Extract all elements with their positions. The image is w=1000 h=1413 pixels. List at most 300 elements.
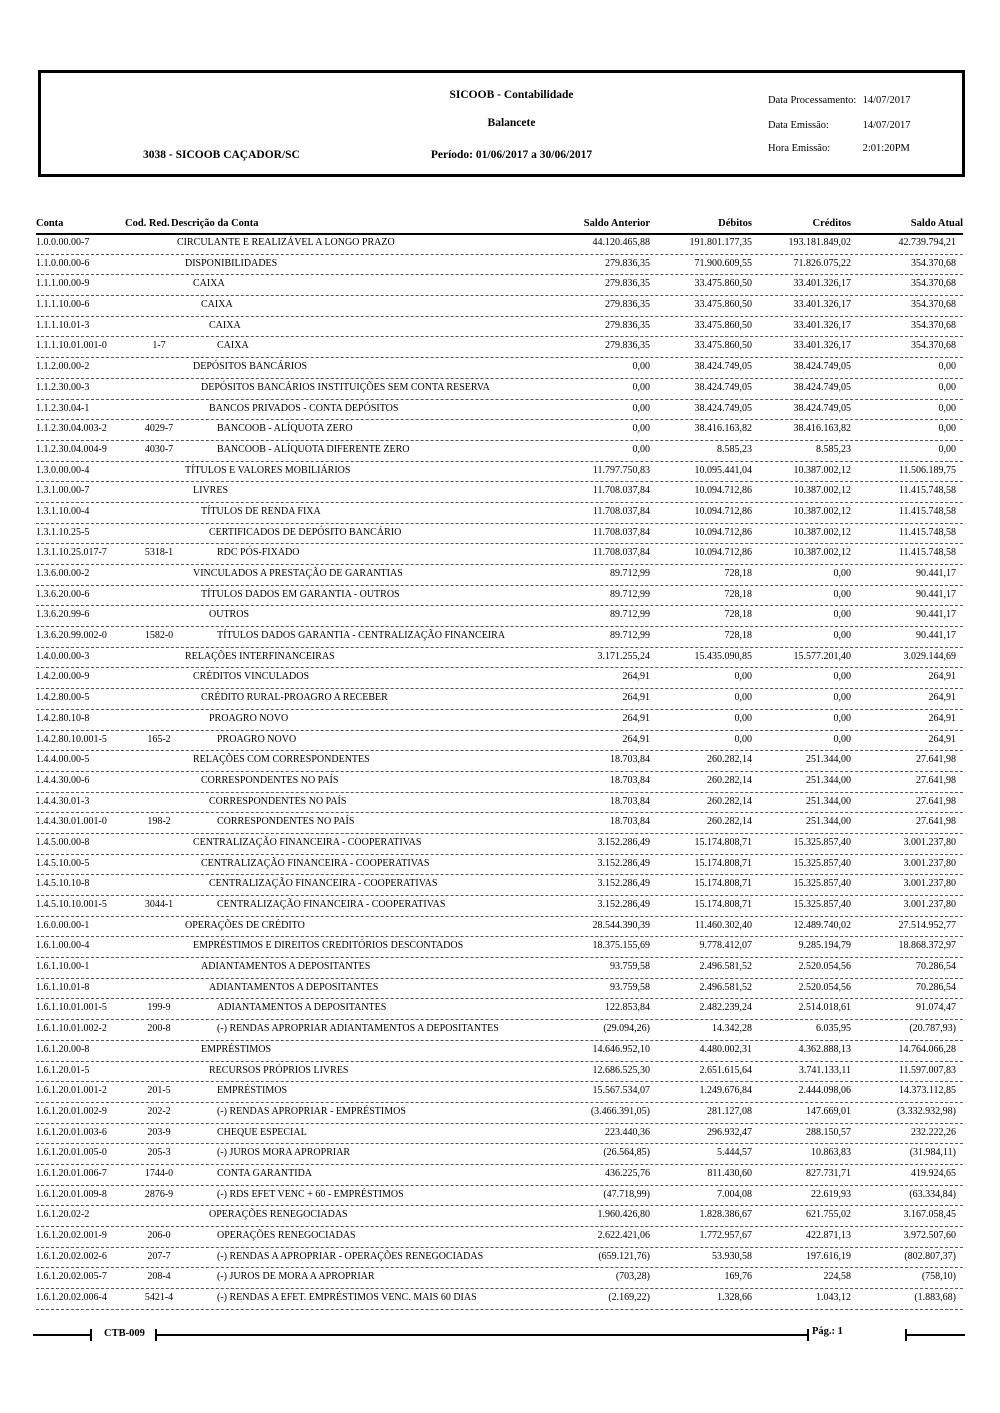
cell-debitos: 260.282,14 [707,795,752,807]
cell-cod-red: 1744-0 [144,1167,174,1179]
cell-saldo-atual: 0,00 [938,381,956,393]
cell-conta: 1.1.2.00.00-2 [36,361,90,373]
cell-conta: 1.6.1.20.01.009-8 [36,1188,107,1200]
cell-debitos: 2.482.239,24 [699,1002,752,1014]
cell-saldo-anterior: 11.708.037,84 [592,485,650,497]
meta-hora-emissao [768,143,910,154]
cell-conta: 1.1.1.10.00-6 [36,299,90,311]
cell-creditos: 71.826.075,22 [793,257,851,269]
cell-debitos: 1.328,66 [717,1292,752,1304]
cell-conta: 1.1.2.30.04-1 [36,402,90,414]
cell-conta: 1.4.4.00.00-5 [36,754,90,766]
column-header-descricao: Descrição da Conta [171,218,259,229]
cell-debitos: 5.444,57 [717,1147,752,1159]
cell-saldo-anterior: 279.836,35 [605,319,650,331]
cell-debitos: 0,00 [734,671,752,683]
table-row [36,979,963,1000]
cell-creditos: 2.514.018,61 [798,1002,851,1014]
cell-saldo-atual: 11.415.748,58 [898,485,956,497]
cell-cod-red: 207-7 [147,1250,171,1262]
cell-saldo-anterior: 279.836,35 [605,278,650,290]
cell-creditos: 197.616,19 [806,1250,851,1262]
cell-creditos: 9.285.194,79 [798,940,851,952]
cell-conta: 1.6.1.10.01.001-5 [36,1002,107,1014]
cell-saldo-anterior: 89.712,99 [610,630,650,642]
table-row [36,317,963,338]
cell-debitos: 15.174.808,71 [694,857,752,869]
cell-saldo-anterior: 0,00 [632,381,650,393]
footer-doc-code: CTB-009 [104,1328,145,1339]
table-row [36,255,963,276]
cell-saldo-atual: 354.370,68 [911,257,956,269]
cell-debitos: 1.772.957,67 [699,1230,752,1241]
table-row [36,1082,963,1103]
table-row [36,379,963,400]
cell-conta: 1.4.4.30.01-3 [36,795,90,807]
cell-saldo-atual: 70.286,54 [916,981,956,993]
cell-descricao: BANCOOB - ALÍQUOTA DIFERENTE ZERO [217,443,410,455]
footer-tick [90,1329,92,1341]
cell-saldo-anterior: 264,91 [622,733,650,745]
cell-descricao: CENTRALIZAÇÃO FINANCEIRA - COOPERATIVAS [209,878,438,890]
cell-descricao: (-) RDS EFET VENC + 60 - EMPRÉSTIMOS [217,1188,404,1200]
cell-descricao: CENTRALIZAÇÃO FINANCEIRA - COOPERATIVAS [201,857,430,869]
cell-descricao: ADIANTAMENTOS A DEPOSITANTES [217,1002,387,1014]
cell-saldo-anterior: 0,00 [632,361,650,373]
cell-saldo-atual: 354.370,68 [911,278,956,290]
cell-descricao: OPERAÇÕES RENEGOCIADAS [209,1209,348,1221]
table-row [36,462,963,483]
cell-saldo-anterior: 264,91 [622,692,650,704]
table-row [36,627,963,648]
table-row [36,937,963,958]
cell-descricao: BANCOOB - ALÍQUOTA ZERO [217,423,353,435]
cell-conta: 1.3.1.10.00-4 [36,505,90,517]
cell-creditos: 251.344,00 [806,774,851,786]
table-row [36,772,963,793]
cell-saldo-anterior: 89.712,99 [610,568,650,579]
cell-descricao: TÍTULOS DE RENDA FIXA [201,505,321,517]
cell-saldo-atual: 42.739.794,21 [898,237,956,248]
cell-saldo-atual: 354.370,68 [911,319,956,331]
cell-saldo-atual: 27.514.952,77 [898,919,956,931]
cell-descricao: CRÉDITO RURAL-PROAGRO A RECEBER [201,692,388,704]
cell-creditos: 0,00 [833,630,851,642]
cell-debitos: 296.932,47 [707,1126,752,1138]
cell-conta: 1.1.2.30.04.003-2 [36,423,107,435]
cell-saldo-atual: 0,00 [938,402,956,414]
meta-value: 14/07/2017 [862,95,911,106]
cell-creditos: 12.489.740,02 [793,919,851,931]
cell-saldo-atual: 264,91 [928,712,956,724]
cell-saldo-anterior: (29.094,26) [603,1023,650,1035]
cell-creditos: 288.150,57 [806,1126,851,1138]
cell-creditos: 15.325.857,40 [793,878,851,890]
cell-descricao: ADIANTAMENTOS A DEPOSITANTES [201,961,371,973]
cell-saldo-atual: 3.167.058,45 [903,1209,956,1221]
table-row [36,1227,963,1248]
cell-debitos: 7.004,08 [717,1188,752,1200]
cell-debitos: 0,00 [734,692,752,704]
cell-debitos: 10.094.712,86 [694,547,752,559]
cell-creditos: 2.520.054,56 [798,961,851,973]
cell-saldo-anterior: (3.466.391,05) [590,1105,650,1117]
table-row [36,1144,963,1165]
cell-saldo-atual: 27.641,98 [916,816,956,828]
cell-creditos: 0,00 [833,568,851,579]
cell-saldo-anterior: 122.853,84 [605,1002,650,1014]
cell-saldo-anterior: 223.440,36 [605,1126,650,1138]
cell-descricao: CAIXA [209,319,241,331]
table-row [36,1124,963,1145]
cell-cod-red: 205-3 [147,1147,171,1159]
cell-debitos: 33.475.860,50 [694,340,752,352]
cell-cod-red: 206-0 [147,1230,171,1241]
cell-conta: 1.6.1.20.02.001-9 [36,1230,107,1241]
table-row [36,751,963,772]
cell-debitos: 14.342,28 [712,1023,752,1035]
cell-saldo-anterior: 2.622.421,06 [597,1230,650,1241]
cell-conta: 1.6.1.20.02-2 [36,1209,90,1221]
cell-debitos: 15.174.808,71 [694,836,752,848]
report-title: SICOOB - Contabilidade [449,89,574,101]
table-row [36,296,963,317]
cell-saldo-anterior: 279.836,35 [605,257,650,269]
cell-conta: 1.6.1.00.00-4 [36,940,90,952]
cell-creditos: 251.344,00 [806,795,851,807]
cell-debitos: 1.828.386,67 [699,1209,752,1221]
table-row [36,855,963,876]
cell-cod-red: 1582-0 [144,630,174,642]
cell-creditos: 15.325.857,40 [793,836,851,848]
cell-saldo-anterior: 44.120.465,88 [592,237,650,248]
cell-conta: 1.6.1.20.01.002-9 [36,1105,107,1117]
cell-conta: 1.6.1.20.02.005-7 [36,1271,107,1283]
cell-conta: 1.3.6.00.00-2 [36,568,90,579]
cell-saldo-anterior: 3.152.286,49 [597,899,650,910]
cell-debitos: 10.095.441,04 [694,464,752,476]
cell-descricao: (-) JUROS MORA APROPRIAR [217,1147,351,1159]
cell-saldo-atual: 90.441,17 [916,630,956,642]
cell-saldo-anterior: 11.708.037,84 [592,547,650,559]
cell-saldo-anterior: 18.703,84 [610,816,650,828]
cell-conta: 1.3.0.00.00-4 [36,464,90,476]
cell-saldo-anterior: 264,91 [622,712,650,724]
cell-cod-red: 5318-1 [144,547,174,559]
cell-creditos: 0,00 [833,733,851,745]
cell-descricao: (-) RENDAS A EFET. EMPRÉSTIMOS VENC. MAIS 60 DIAS [217,1292,477,1304]
cell-creditos: 15.577.201,40 [793,650,851,662]
meta-data-processamento [768,95,910,106]
cell-saldo-atual: 90.441,17 [916,568,956,579]
cell-creditos: 0,00 [833,588,851,600]
cell-cod-red: 5421-4 [144,1292,174,1304]
cell-creditos: 38.424.749,05 [793,381,851,393]
cell-conta: 1.6.1.20.02.006-4 [36,1292,107,1304]
footer-rule-center [157,1334,807,1336]
cell-saldo-anterior: 3.152.286,49 [597,878,650,890]
footer-tick [807,1329,809,1341]
cell-creditos: 251.344,00 [806,816,851,828]
cell-descricao: OUTROS [209,609,250,621]
cell-cod-red: 1-7 [152,340,166,352]
cell-creditos: 38.424.749,05 [793,361,851,373]
table-row [36,275,963,296]
cell-descricao: CHEQUE ESPECIAL [217,1126,307,1138]
entity-name: 3038 - SICOOB CAÇADOR/SC [143,149,300,161]
cell-descricao: CAIXA [201,299,233,311]
table-row [36,793,963,814]
column-header-conta: Conta [36,218,64,229]
cell-saldo-anterior: (47.718,99) [603,1188,650,1200]
cell-cod-red: 3044-1 [144,899,174,910]
cell-descricao: BANCOS PRIVADOS - CONTA DEPÓSITOS [209,402,399,414]
cell-saldo-atual: 3.001.237,80 [903,836,956,848]
cell-saldo-atual: 18.868.372,97 [898,940,956,952]
cell-creditos: 10.387.002,12 [793,464,851,476]
cell-creditos: 251.344,00 [806,754,851,766]
cell-descricao: CORRESPONDENTES NO PAÍS [201,774,339,786]
cell-conta: 1.6.1.20.01.005-0 [36,1147,107,1159]
meta-label: Data Emissão: [768,120,829,131]
cell-saldo-atual: 3.001.237,80 [903,878,956,890]
cell-creditos: 621.755,02 [806,1209,851,1221]
table-row [36,668,963,689]
cell-creditos: 6.035,95 [816,1023,851,1035]
column-header-cod-red: Cod. Red. [125,218,170,229]
table-row [36,441,963,462]
cell-saldo-atual: 0,00 [938,443,956,455]
table-row [36,1289,963,1310]
cell-descricao: CRÉDITOS VINCULADOS [193,671,310,683]
cell-saldo-anterior: 89.712,99 [610,609,650,621]
cell-saldo-atual: 3.029.144,69 [903,650,956,662]
cell-conta: 1.3.6.20.00-6 [36,588,90,600]
cell-creditos: 10.387.002,12 [793,526,851,538]
column-header-debitos: Débitos [718,218,752,229]
cell-conta: 1.6.1.20.01.006-7 [36,1167,107,1179]
cell-saldo-atual: 90.441,17 [916,588,956,600]
cell-saldo-atual: 14.764.066,28 [898,1043,956,1055]
cell-creditos: 8.585,23 [816,443,851,455]
cell-creditos: 33.401.326,17 [793,340,851,352]
meta-value: 2:01:20PM [862,143,910,154]
cell-saldo-anterior: 1.960.426,80 [597,1209,650,1221]
cell-debitos: 38.424.749,05 [694,402,752,414]
meta-value: 14/07/2017 [862,120,911,131]
cell-saldo-anterior: (2.169,22) [608,1292,650,1304]
cell-saldo-atual: 0,00 [938,361,956,373]
cell-descricao: TÍTULOS DADOS GARANTIA - CENTRALIZAÇÃO FINANCEIRA [217,630,506,642]
cell-descricao: PROAGRO NOVO [217,733,297,745]
cell-descricao: ADIANTAMENTOS A DEPOSITANTES [209,981,379,993]
cell-creditos: 33.401.326,17 [793,278,851,290]
cell-debitos: 10.094.712,86 [694,526,752,538]
cell-descricao: CENTRALIZAÇÃO FINANCEIRA - COOPERATIVAS [217,899,446,910]
cell-descricao: CAIXA [193,278,225,290]
cell-conta: 1.4.4.30.00-6 [36,774,90,786]
cell-descricao: (-) RENDAS APROPRIAR - EMPRÉSTIMOS [217,1105,406,1117]
cell-conta: 1.4.5.10.00-5 [36,857,90,869]
cell-creditos: 38.416.163,82 [793,423,851,435]
cell-saldo-anterior: 0,00 [632,402,650,414]
cell-conta: 1.6.1.20.01.003-6 [36,1126,107,1138]
cell-saldo-atual: 70.286,54 [916,961,956,973]
cell-debitos: 10.094.712,86 [694,485,752,497]
cell-descricao: CAIXA [217,340,249,352]
table-row [36,689,963,710]
cell-conta: 1.1.1.10.01.001-0 [36,340,107,352]
cell-saldo-atual: 0,00 [938,423,956,435]
cell-saldo-anterior: 93.759,58 [610,961,650,973]
cell-saldo-anterior: 3.152.286,49 [597,857,650,869]
cell-saldo-anterior: (703,28) [615,1271,650,1283]
cell-conta: 1.3.1.00.00-7 [36,485,90,497]
cell-saldo-anterior: 11.708.037,84 [592,526,650,538]
cell-debitos: 9.778.412,07 [699,940,752,952]
cell-conta: 1.4.4.30.01.001-0 [36,816,107,828]
cell-creditos: 0,00 [833,712,851,724]
table-body [36,234,963,1310]
cell-conta: 1.3.6.20.99-6 [36,609,90,621]
cell-conta: 1.6.0.00.00-1 [36,919,90,931]
cell-creditos: 33.401.326,17 [793,299,851,311]
cell-conta: 1.3.6.20.99.002-0 [36,630,107,642]
cell-saldo-anterior: 18.375.155,69 [592,940,650,952]
cell-saldo-anterior: 279.836,35 [605,299,650,311]
cell-debitos: 33.475.860,50 [694,319,752,331]
table-row [36,420,963,441]
table-row [36,337,963,358]
cell-debitos: 38.424.749,05 [694,381,752,393]
cell-saldo-atual: 11.415.748,58 [898,505,956,517]
cell-creditos: 422.871,13 [806,1230,851,1241]
cell-cod-red: 2876-9 [144,1188,174,1200]
cell-descricao: EMPRÉSTIMOS [201,1043,272,1055]
cell-debitos: 1.249.676,84 [699,1085,752,1097]
table-row [36,958,963,979]
table-row [36,1020,963,1041]
meta-data-emissao [768,120,910,131]
table-row [36,544,963,565]
cell-creditos: 22.619,93 [811,1188,851,1200]
footer-rule-left [33,1334,90,1336]
cell-saldo-atual: 11.506.189,75 [898,464,956,476]
cell-conta: 1.4.2.00.00-9 [36,671,90,683]
cell-creditos: 224,58 [823,1271,851,1283]
cell-descricao: DISPONIBILIDADES [185,257,278,269]
cell-debitos: 2.496.581,52 [699,961,752,973]
cell-conta: 1.3.1.10.25-5 [36,526,90,538]
cell-saldo-anterior: 18.703,84 [610,795,650,807]
cell-creditos: 3.741.133,11 [798,1064,851,1076]
cell-saldo-anterior: 18.703,84 [610,754,650,766]
cell-debitos: 0,00 [734,712,752,724]
cell-debitos: 38.424.749,05 [694,361,752,373]
cell-saldo-anterior: 279.836,35 [605,340,650,352]
cell-debitos: 260.282,14 [707,754,752,766]
cell-cod-red: 200-8 [147,1023,171,1035]
cell-debitos: 4.480.002,31 [699,1043,752,1055]
cell-saldo-atual: (63.334,84) [909,1188,956,1200]
table-row [36,896,963,917]
cell-saldo-atual: 27.641,98 [916,754,956,766]
cell-saldo-atual: (20.787,93) [909,1023,956,1035]
cell-debitos: 728,18 [724,568,752,579]
cell-debitos: 2.496.581,52 [699,981,752,993]
footer-rule-right [907,1334,965,1336]
cell-saldo-atual: 27.641,98 [916,774,956,786]
cell-creditos: 15.325.857,40 [793,857,851,869]
cell-conta: 1.4.0.00.00-3 [36,650,90,662]
cell-saldo-anterior: 11.708.037,84 [592,505,650,517]
cell-conta: 1.6.1.20.01.001-2 [36,1085,107,1097]
cell-conta: 1.4.5.10.10-8 [36,878,90,890]
cell-cod-red: 198-2 [147,816,171,828]
cell-descricao: VINCULADOS A PRESTAÇÃO DE GARANTIAS [193,568,403,579]
cell-cod-red: 203-9 [147,1126,171,1138]
cell-descricao: OPERAÇÕES RENEGOCIADAS [217,1230,356,1241]
cell-debitos: 260.282,14 [707,774,752,786]
cell-saldo-atual: (758,10) [921,1271,956,1283]
cell-descricao: (-) RENDAS APROPRIAR ADIANTAMENTOS A DEPOSITANTES [217,1023,499,1035]
cell-descricao: EMPRÉSTIMOS [217,1085,288,1097]
report-subtitle: Balancete [487,117,536,129]
table-row [36,524,963,545]
cell-saldo-anterior: 12.686.525,30 [592,1064,650,1076]
cell-conta: 1.1.0.00.00-6 [36,257,90,269]
table-row [36,917,963,938]
cell-descricao: RELAÇÕES COM CORRESPONDENTES [193,754,370,766]
cell-descricao: RECURSOS PRÓPRIOS LIVRES [209,1064,349,1076]
cell-debitos: 169,76 [724,1271,752,1283]
cell-creditos: 15.325.857,40 [793,899,851,910]
cell-saldo-atual: 91.074,47 [916,1002,956,1014]
cell-saldo-anterior: (26.564,85) [603,1147,650,1159]
cell-debitos: 811.430,60 [707,1167,752,1179]
cell-conta: 1.3.1.10.25.017-7 [36,547,107,559]
cell-saldo-atual: 3.001.237,80 [903,899,956,910]
cell-debitos: 71.900.609,55 [694,257,752,269]
table-row [36,234,963,255]
cell-saldo-atual: 27.641,98 [916,795,956,807]
cell-debitos: 38.416.163,82 [694,423,752,435]
cell-creditos: 2.520.054,56 [798,981,851,993]
cell-descricao: DEPÓSITOS BANCÁRIOS INSTITUIÇÕES SEM CONTA RESERVA [201,381,490,393]
cell-descricao: PROAGRO NOVO [209,712,289,724]
table-row [36,1248,963,1269]
cell-saldo-atual: (1.883,68) [914,1292,956,1304]
cell-creditos: 147.669,01 [806,1105,851,1117]
cell-conta: 1.1.2.30.04.004-9 [36,443,107,455]
cell-descricao: OPERAÇÕES DE CRÉDITO [185,919,305,931]
table-row [36,1165,963,1186]
cell-debitos: 8.585,23 [717,443,752,455]
table-row [36,710,963,731]
table-row [36,1186,963,1207]
cell-debitos: 2.651.615,64 [699,1064,752,1076]
cell-saldo-anterior: 0,00 [632,443,650,455]
cell-debitos: 15.435.090,85 [694,650,752,662]
cell-debitos: 11.460.302,40 [694,919,752,931]
cell-creditos: 4.362.888,13 [798,1043,851,1055]
table-row [36,400,963,421]
table-row [36,999,963,1020]
cell-descricao: LIVRES [193,485,228,497]
cell-saldo-atual: 3.972.507,60 [903,1230,956,1241]
cell-descricao: CIRCULANTE E REALIZÁVEL A LONGO PRAZO [177,237,395,248]
cell-creditos: 0,00 [833,671,851,683]
